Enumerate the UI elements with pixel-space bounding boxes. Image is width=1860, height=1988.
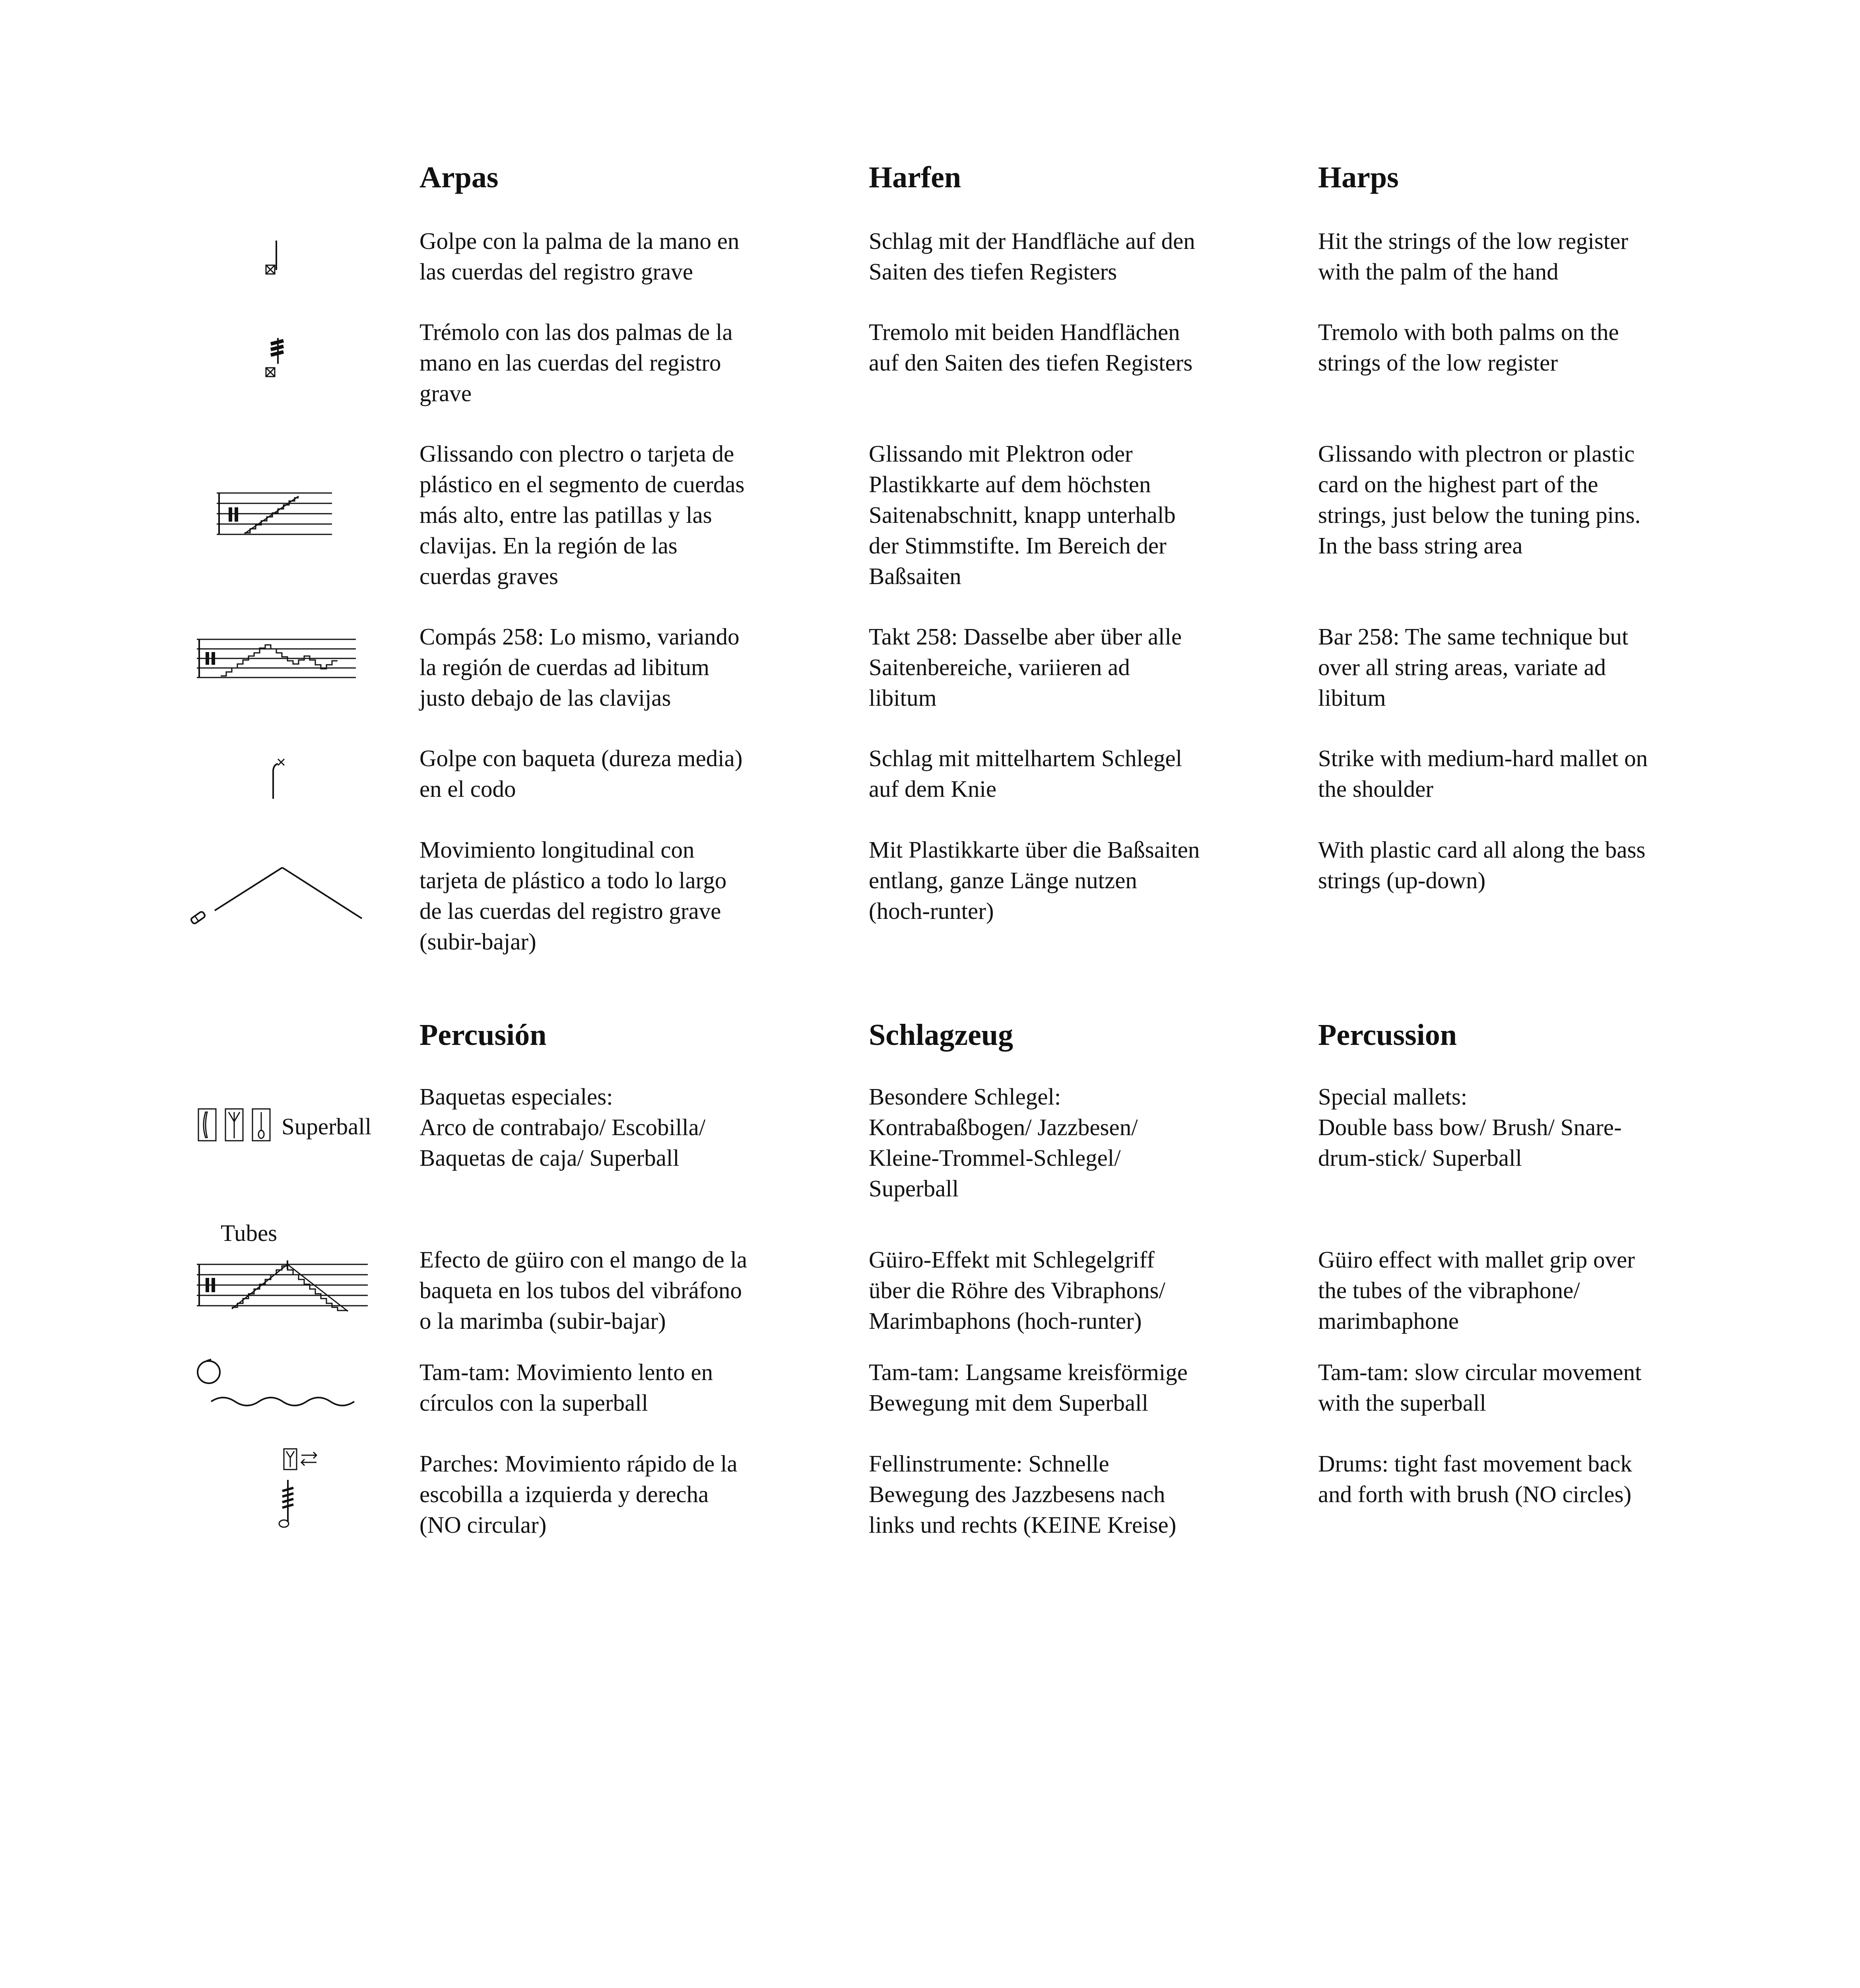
row-2-es: Trémolo con las dos palmas de la mano en las cuerdas del registro grave (419, 319, 733, 406)
row-6-de: Mit Plastikkarte über die Baßsaiten entlang, ganze Länge nutzen (hoch-runter) (869, 837, 1200, 924)
row-4-de: Takt 258: Dasselbe aber über alle Saitenbereiche, variieren ad libitum (869, 623, 1182, 711)
heading-en-harps: Harps (1318, 161, 1399, 194)
row-3-es: Glissando con plectro o tarjeta de plástico en el segmento de cuerdas más alto, entre las patillas y las clavijas. En la región de las cuerdas graves (419, 441, 745, 589)
heading-en-percussion: Percussion (1318, 1018, 1457, 1052)
tubes-label: Tubes (221, 1220, 278, 1246)
row-1-de: Schlag mit der Handfläche auf den Saiten des tiefen Registers (869, 228, 1195, 285)
row-7-es: Baquetas especiales: Arco de contrabajo/ Escobilla/ Baquetas de caja/ Superball (419, 1083, 706, 1171)
row-5-en: Strike with medium-hard mallet on the shoulder (1318, 745, 1648, 802)
row-2-en: Tremolo with both palms on the strings of the low register (1318, 319, 1619, 376)
heading-de-percussion: Schlagzeug (869, 1018, 1013, 1052)
palm-strike-icon (260, 237, 284, 280)
row-3-en: Glissando with plectron or plastic card on the highest part of the strings, just below the tuning pins. In the bass string area (1318, 441, 1641, 559)
plectrum-glissando-staff-icon (217, 489, 332, 545)
row-9-es: Tam-tam: Movimiento lento en círculos con la superball (419, 1359, 713, 1416)
guiro-tubes-staff-icon (197, 1260, 368, 1312)
row-9-en: Tam-tam: slow circular movement with the superball (1318, 1359, 1642, 1416)
row-7-de: Besondere Schlegel: Kontrabaßbogen/ Jazzbesen/ Kleine-Trommel-Schlegel/ Superball (869, 1083, 1138, 1202)
variable-glissando-staff-icon (197, 636, 356, 684)
card-up-down-icon (187, 863, 370, 934)
row-7-en: Special mallets: Double bass bow/ Brush/ Snare- drum-stick/ Superball (1318, 1083, 1622, 1171)
brush-back-forth-icon (274, 1447, 330, 1535)
row-4-en: Bar 258: The same technique but over all string areas, variate ad libitum (1318, 623, 1629, 711)
circular-superball-icon (197, 1354, 368, 1417)
heading-es-percussion: Percusión (419, 1018, 547, 1052)
row-8-de: Güiro-Effekt mit Schlegelgriff über die Röhre des Vibraphons/ Marimbaphons (hoch-runter) (869, 1246, 1165, 1334)
heading-es-harps: Arpas (419, 161, 499, 194)
row-1-en: Hit the strings of the low register with the palm of the hand (1318, 228, 1628, 285)
row-10-es: Parches: Movimiento rápido de la escobilla a izquierda y derecha (NO circular) (419, 1450, 738, 1538)
row-1-es: Golpe con la palma de la mano en las cuerdas del registro grave (419, 228, 740, 285)
row-5-de: Schlag mit mittelhartem Schlegel auf dem Knie (869, 745, 1182, 802)
special-mallets-icon (197, 1107, 272, 1143)
row-6-en: With plastic card all along the bass strings (up-down) (1318, 837, 1646, 893)
row-5-es: Golpe con baqueta (dureza media) en el codo (419, 745, 743, 802)
row-2-de: Tremolo mit beiden Handflächen auf den Saiten des tiefen Registers (869, 319, 1193, 376)
superball-label: Superball (282, 1113, 372, 1140)
row-8-en: Güiro effect with mallet grip over the tubes of the vibraphone/ marimbaphone (1318, 1246, 1635, 1334)
mallet-strike-icon (264, 757, 288, 801)
heading-de-harps: Harfen (869, 161, 961, 194)
row-9-de: Tam-tam: Langsame kreisförmige Bewegung mit dem Superball (869, 1359, 1188, 1416)
row-6-es: Movimiento longitudinal con tarjeta de plástico a todo lo largo de las cuerdas del registro grave (subir-bajar) (419, 837, 727, 955)
palm-tremolo-icon (260, 336, 284, 380)
row-8-es: Efecto de güiro con el mango de la baqueta en los tubos del vibráfono o la marimba (subir-bajar) (419, 1246, 747, 1334)
row-10-en: Drums: tight fast movement back and forth with brush (NO circles) (1318, 1450, 1632, 1507)
row-3-de: Glissando mit Plektron oder Plastikkarte auf dem höchsten Saitenabschnitt, knapp unterhalb der Stimmstifte. Im Bereich der Baßsaiten (869, 441, 1176, 589)
row-4-es: Compás 258: Lo mismo, variando la región de cuerdas ad libitum justo debajo de las clavijas (419, 623, 740, 711)
row-10-de: Fellinstrumente: Schnelle Bewegung des Jazzbesens nach links und rechts (KEINE Kreise) (869, 1450, 1177, 1538)
